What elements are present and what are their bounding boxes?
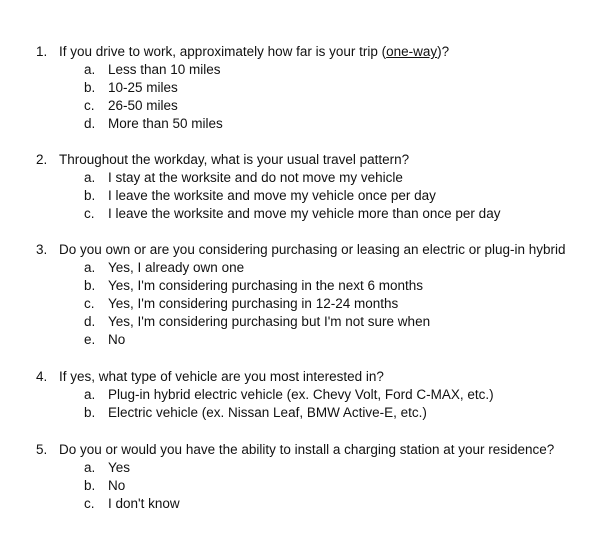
question-text xyxy=(59,43,449,61)
option-letter: a. xyxy=(84,260,96,275)
option-text: I don't know xyxy=(108,496,180,511)
question-5 xyxy=(0,441,600,513)
option-text: Yes, I'm considering purchasing but I'm not sure when xyxy=(108,314,431,329)
question-number: 5. xyxy=(36,442,48,457)
option-letter: d. xyxy=(84,314,96,329)
question-line xyxy=(0,241,600,259)
option-letter: c. xyxy=(84,296,95,311)
option-item xyxy=(0,313,600,331)
option-text: No xyxy=(108,332,126,347)
option-letter: d. xyxy=(84,116,96,131)
question-line xyxy=(0,368,600,386)
option-letter: b. xyxy=(84,278,96,293)
option-text: I stay at the worksite and do not move my vehicle xyxy=(108,170,403,185)
option-text: 10-25 miles xyxy=(108,80,178,95)
option-letter: a. xyxy=(84,387,96,402)
option-item xyxy=(0,115,600,133)
option-text: Less than 10 miles xyxy=(108,62,221,77)
option-item xyxy=(0,404,600,422)
option-item xyxy=(0,495,600,513)
question-line xyxy=(0,441,600,459)
option-letter: a. xyxy=(84,170,96,185)
option-item xyxy=(0,386,600,404)
underlined-term: one-way xyxy=(386,44,438,59)
option-text: More than 50 miles xyxy=(108,116,223,131)
option-text: Plug-in hybrid electric vehicle (ex. Chevy Volt, Ford C-MAX, etc.) xyxy=(108,387,494,402)
option-letter: a. xyxy=(84,460,96,475)
option-text: I leave the worksite and move my vehicle more than once per day xyxy=(108,206,501,221)
question-text: Throughout the workday, what is your usual travel pattern? xyxy=(59,152,410,167)
question-number: 2. xyxy=(36,152,48,167)
option-item xyxy=(0,61,600,79)
option-letter: c. xyxy=(84,496,95,511)
option-item xyxy=(0,277,600,295)
option-letter: b. xyxy=(84,188,96,203)
question-3 xyxy=(0,241,600,349)
option-item xyxy=(0,169,600,187)
option-letter: b. xyxy=(84,405,96,420)
question-1 xyxy=(0,43,600,133)
option-item xyxy=(0,477,600,495)
option-letter: c. xyxy=(84,206,95,221)
question-line xyxy=(0,151,600,169)
option-text: Yes, I already own one xyxy=(108,260,245,275)
option-text: No xyxy=(108,478,126,493)
option-letter: c. xyxy=(84,98,95,113)
option-letter: e. xyxy=(84,332,96,347)
question-text: If yes, what type of vehicle are you most interested in? xyxy=(59,369,384,384)
question-text-part: If you drive to work, approximately how far is your trip ( xyxy=(59,44,387,59)
question-4 xyxy=(0,368,600,422)
option-text: Yes, I'm considering purchasing in 12-24 months xyxy=(108,296,399,311)
question-number: 4. xyxy=(36,369,48,384)
question-number: 1. xyxy=(36,44,48,59)
option-text: Electric vehicle (ex. Nissan Leaf, BMW Active-E, etc.) xyxy=(108,405,427,420)
option-letter: b. xyxy=(84,80,96,95)
option-item xyxy=(0,97,600,115)
option-item xyxy=(0,79,600,97)
question-number: 3. xyxy=(36,242,48,257)
option-item xyxy=(0,295,600,313)
question-text-part: )? xyxy=(437,44,450,59)
question-line xyxy=(0,43,600,61)
option-letter: a. xyxy=(84,62,96,77)
option-item xyxy=(0,187,600,205)
option-text: Yes, I'm considering purchasing in the next 6 months xyxy=(108,278,424,293)
option-text: 26-50 miles xyxy=(108,98,178,113)
question-text: Do you or would you have the ability to install a charging station at your residence? xyxy=(59,442,555,457)
option-item xyxy=(0,331,600,349)
option-item xyxy=(0,259,600,277)
question-text: Do you own or are you considering purchasing or leasing an electric or plug-in hybrid xyxy=(59,242,566,257)
option-item xyxy=(0,205,600,223)
option-letter: b. xyxy=(84,478,96,493)
option-text: Yes xyxy=(108,460,131,475)
question-2 xyxy=(0,151,600,223)
option-text: I leave the worksite and move my vehicle once per day xyxy=(108,188,436,203)
option-item xyxy=(0,459,600,477)
